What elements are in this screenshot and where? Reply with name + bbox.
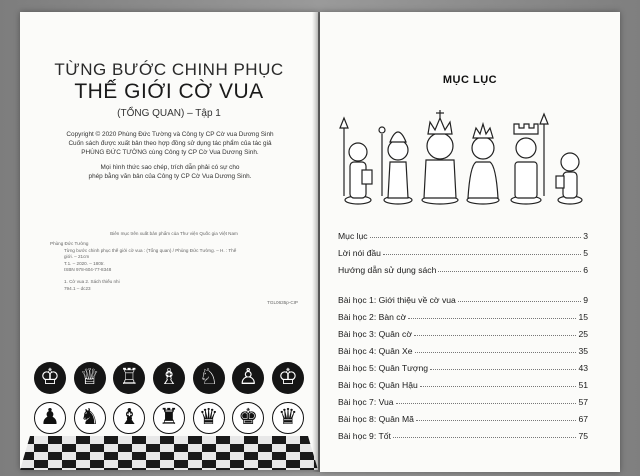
- toc-entry[interactable]: [338, 356, 588, 373]
- toc-leader-dots: [416, 420, 576, 421]
- toc-entry-page: 35: [578, 346, 588, 356]
- king-character-icon: [422, 110, 458, 204]
- chess-piece-icon: ♙: [232, 362, 264, 394]
- toc-entry-label: Bài học 6: Quân Hậu: [338, 380, 418, 390]
- toc-entry-page: 67: [578, 414, 588, 424]
- pawn-character-icon: [340, 118, 372, 204]
- rights-line: Mọi hình thức sao chép, trích dẫn phải có sự cho: [100, 164, 240, 171]
- toc-entry[interactable]: [338, 305, 588, 322]
- toc-entry[interactable]: [338, 224, 588, 241]
- toc-entry-label: Mục lục: [338, 231, 368, 241]
- toc-entry[interactable]: [338, 339, 588, 356]
- chess-piece-icon: ♕: [74, 362, 106, 394]
- chess-piece-icon: ♔: [34, 362, 66, 394]
- toc-entry[interactable]: [338, 322, 588, 339]
- chess-piece-icon: ♛: [193, 402, 225, 434]
- toc-entry-label: Bài học 3: Quân cờ: [338, 329, 412, 339]
- toc-entry-label: Hướng dẫn sử dụng sách: [338, 265, 437, 275]
- toc-entry-label: Bài học 5: Quân Tượng: [338, 363, 429, 373]
- piece-row-white: [34, 362, 304, 394]
- toc-entry-page: 6: [583, 265, 588, 275]
- toc-entry-label: Bài học 9: Tốt: [338, 431, 391, 441]
- toc-entry[interactable]: [338, 373, 588, 390]
- rights-line: phép bằng văn bản của Công ty CP Cờ Vua Dương Sinh.: [88, 173, 252, 180]
- copyright-line: Copyright © 2020 Phùng Đức Tường và Công ty CP Cờ vua Dương Sinh: [66, 131, 274, 138]
- book-title-line1: TỪNG BƯỚC CHINH PHỤC: [54, 60, 284, 79]
- chess-piece-icon: ♟: [34, 402, 66, 434]
- toc-entry-page: 25: [578, 329, 588, 339]
- toc-leader-dots: [383, 254, 581, 255]
- book-subtitle: (TỔNG QUAN) – Tập 1: [117, 108, 221, 119]
- chess-characters-illustration: [338, 104, 588, 206]
- cip-line: 794.1 – dc23: [64, 285, 91, 291]
- toc-entry[interactable]: [338, 390, 588, 407]
- cip-block: [50, 231, 298, 307]
- cip-code: TGL0635p-CIP: [267, 300, 298, 306]
- toc-entry-label: Bài học 4: Quân Xe: [338, 346, 413, 356]
- right-page: [320, 12, 620, 472]
- toc-entry-page: 15: [578, 312, 588, 322]
- cip-line: Từng bước chinh phục thế giới cờ vua : (Tổng quan) / Phùng Đức Tường. – H. : Thế: [64, 247, 237, 253]
- toc-entry-label: Bài học 7: Vua: [338, 397, 394, 407]
- toc-leader-dots: [393, 437, 577, 438]
- toc-entry-page: 51: [578, 380, 588, 390]
- toc-title: MỤC LỤC: [442, 74, 498, 86]
- toc-entry[interactable]: [338, 258, 588, 275]
- rook-character-icon: [511, 114, 548, 204]
- toc-leader-dots: [438, 271, 581, 272]
- toc-entry-page: 5: [583, 248, 588, 258]
- toc-entry[interactable]: [338, 424, 588, 441]
- pawn-character-icon: [556, 153, 582, 204]
- copyright-block: [42, 130, 298, 187]
- queen-character-icon: [467, 124, 499, 204]
- toc-entry-label: Lời nói đầu: [338, 248, 381, 258]
- toc-entry-label: Bài học 1: Giới thiệu về cờ vua: [338, 295, 456, 305]
- toc-entry[interactable]: [338, 288, 588, 305]
- chess-piece-icon: ♞: [74, 402, 106, 434]
- cip-line: Phùng Đức Tường: [50, 241, 89, 247]
- chess-piece-icon: ♚: [232, 402, 264, 434]
- bishop-character-icon: [379, 127, 412, 204]
- book-title-line2: THẾ GIỚI CỜ VUA: [74, 80, 264, 103]
- chess-piece-icon: ♛: [272, 402, 304, 434]
- toc-entry-page: 57: [578, 397, 588, 407]
- toc-entry[interactable]: [338, 241, 588, 258]
- toc-leader-dots: [420, 386, 577, 387]
- toc-entry-page: 9: [583, 295, 588, 305]
- toc-entry-page: 3: [583, 231, 588, 241]
- cip-line: ISBN 978-604-77-8348: [64, 267, 112, 273]
- toc-lessons: [338, 288, 588, 441]
- copyright-line: Cuốn sách được xuất bản theo hợp đồng sử dụng tác phẩm của tác giả: [68, 140, 272, 147]
- chess-piece-icon: ♘: [193, 362, 225, 394]
- chess-piece-icon: ♔: [272, 362, 304, 394]
- cip-line: 1. Cờ vua 2. Sách thiếu nhi: [64, 279, 120, 285]
- toc-leader-dots: [370, 237, 582, 238]
- toc-leader-dots: [414, 335, 576, 336]
- toc-leader-dots: [415, 352, 577, 353]
- chess-piece-icon: ♝: [113, 402, 145, 434]
- cip-line: T.1. – 2020. – 180tr.: [64, 260, 105, 266]
- toc-leader-dots: [430, 369, 576, 370]
- chessboard-strip: [20, 436, 318, 470]
- cip-line: giới. – 21cm: [64, 254, 90, 260]
- toc-entry-label: Bài học 2: Bàn cờ: [338, 312, 407, 322]
- toc-entry-page: 43: [578, 363, 588, 373]
- chess-piece-badges: [34, 362, 304, 442]
- toc-entry[interactable]: [338, 407, 588, 424]
- copyright-line: PHÙNG ĐỨC TƯỜNG cùng Công ty CP Cờ Vua Dương Sinh.: [81, 149, 259, 156]
- chess-piece-icon: ♖: [113, 362, 145, 394]
- piece-row-black: [34, 402, 304, 434]
- toc-entry-page: 75: [578, 431, 588, 441]
- chess-piece-icon: ♜: [153, 402, 185, 434]
- left-page: [20, 12, 318, 470]
- toc-leader-dots: [396, 403, 577, 404]
- toc-leader-dots: [408, 318, 576, 319]
- cip-header: Biên mục trên xuất bản phẩm của Thư viện Quốc gia Việt Nam: [110, 231, 238, 236]
- toc-entry-label: Bài học 8: Quân Mã: [338, 414, 414, 424]
- chess-piece-icon: ♗: [153, 362, 185, 394]
- toc-front-matter: [338, 224, 588, 275]
- toc-leader-dots: [458, 301, 581, 302]
